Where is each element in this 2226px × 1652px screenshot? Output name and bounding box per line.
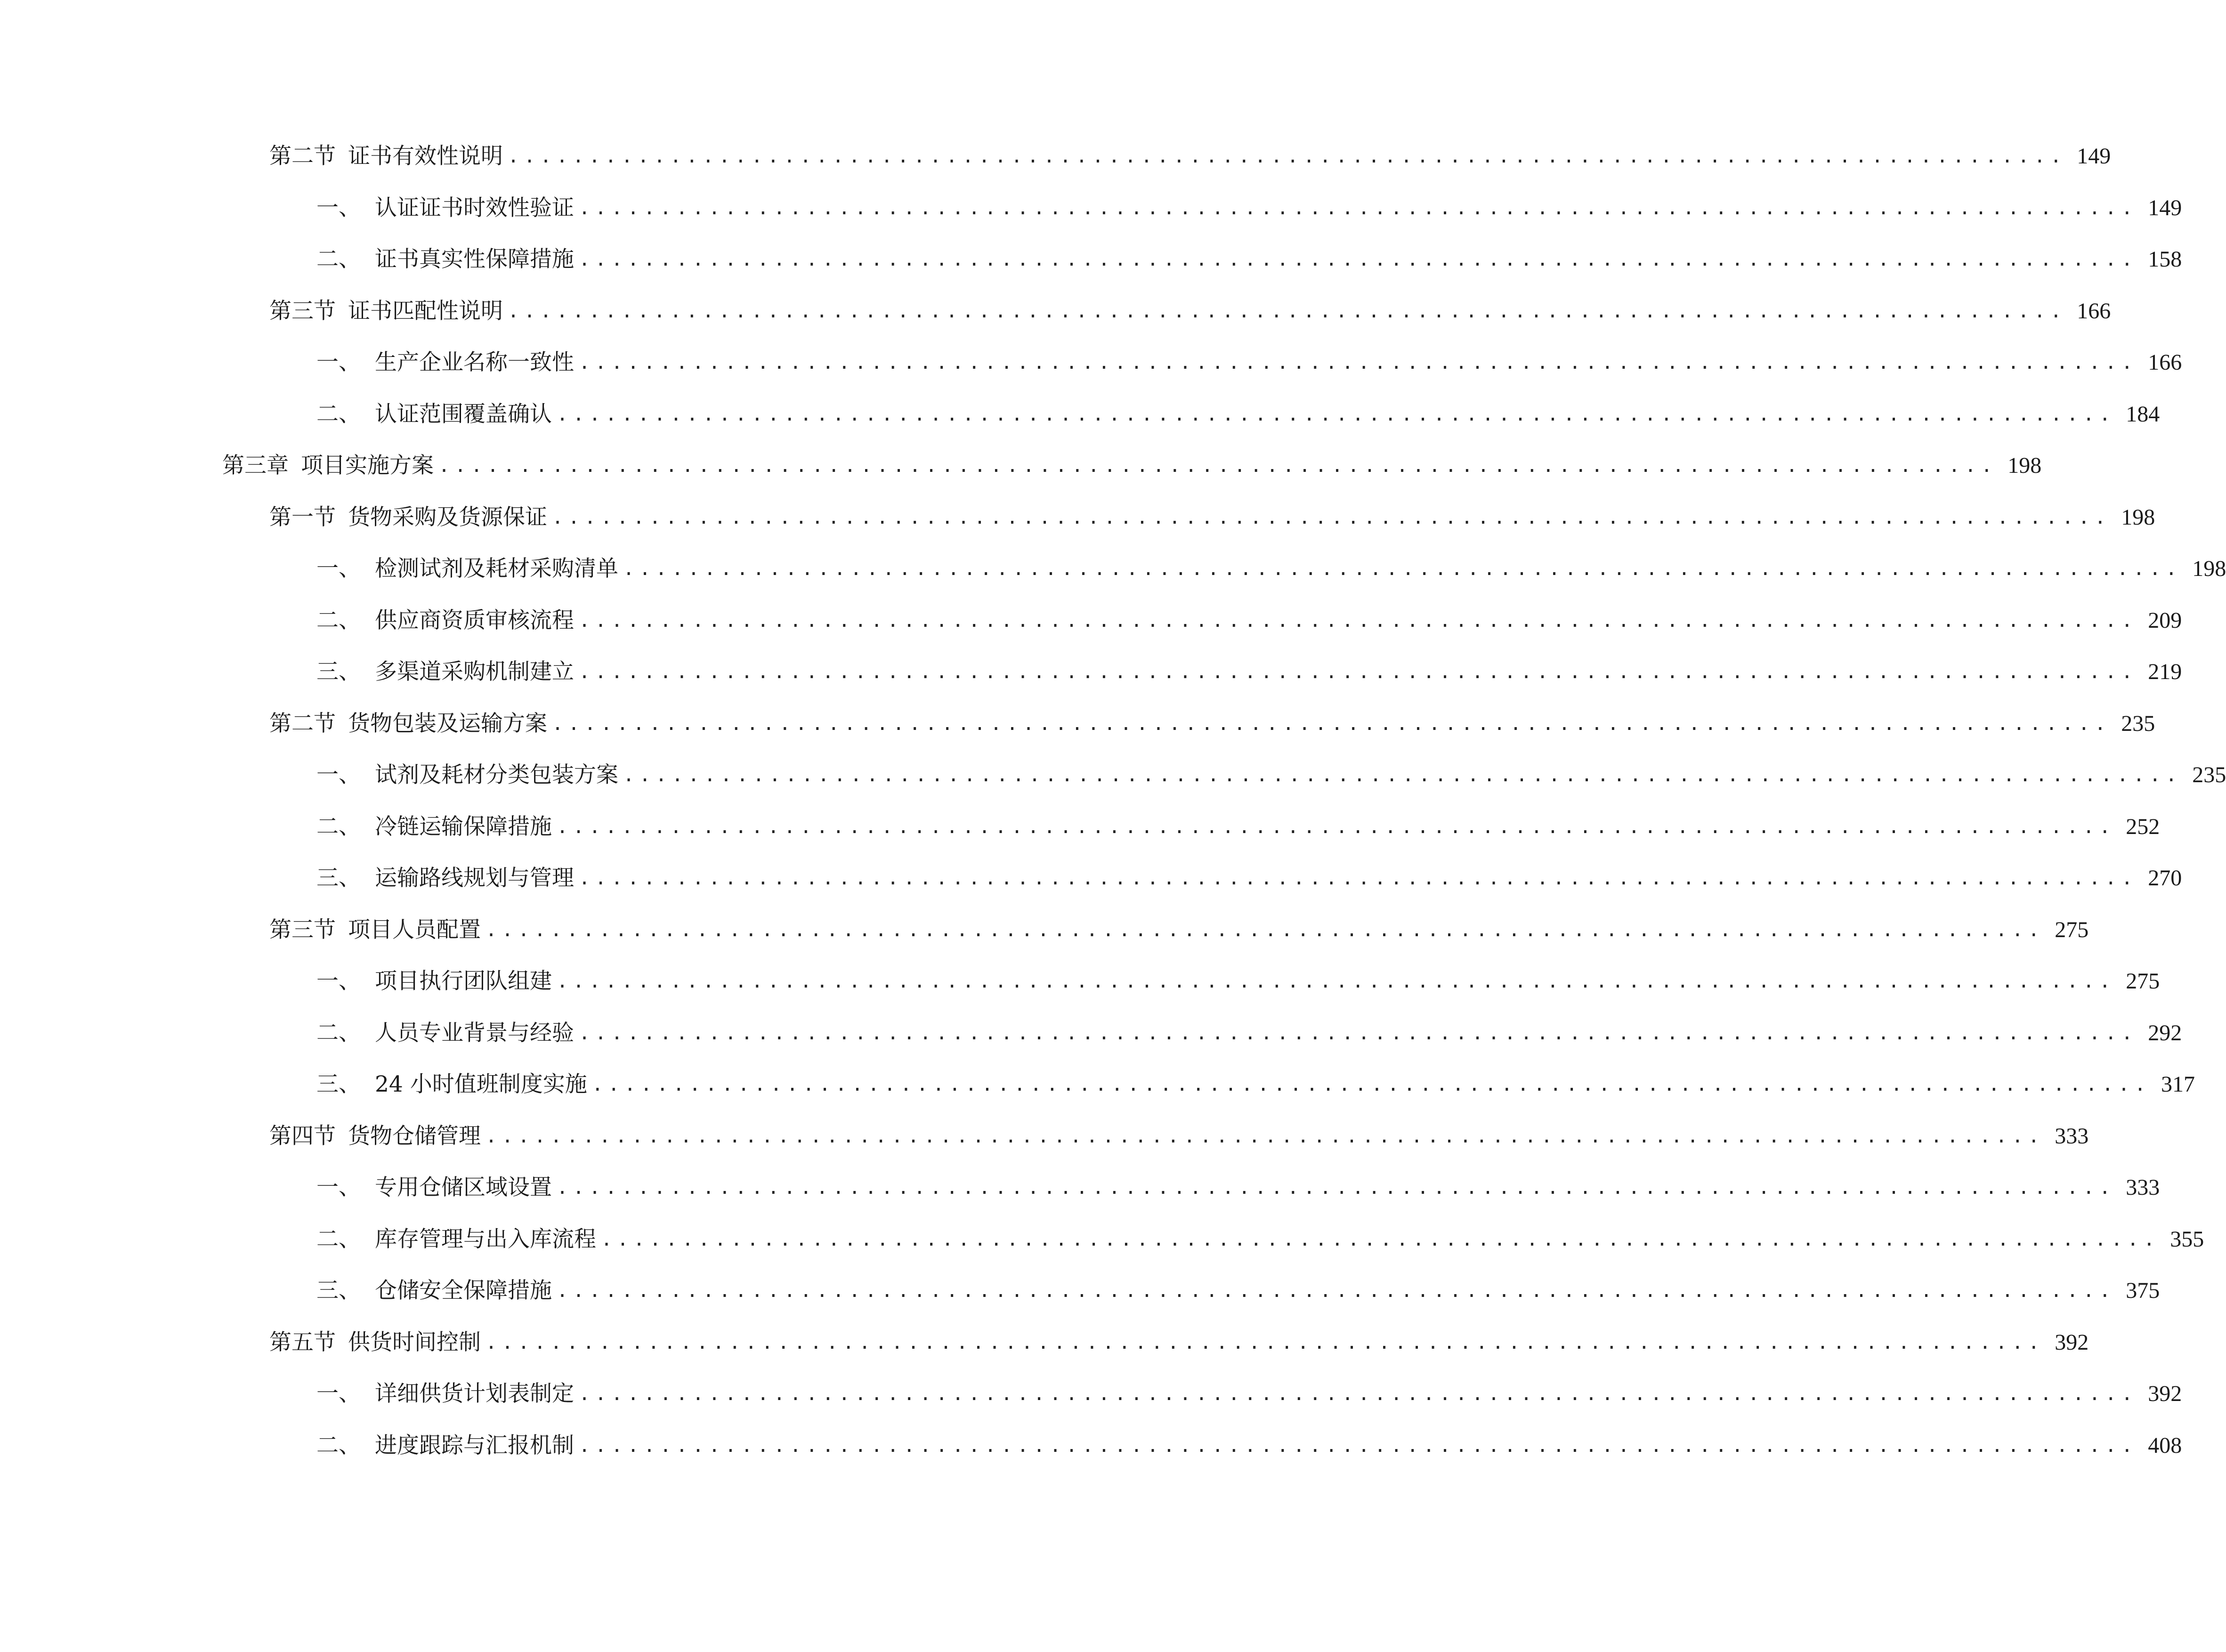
toc-entry-number: 一、 <box>316 556 361 582</box>
toc-entry-title: 专用仓储区域设置 <box>375 1174 552 1200</box>
toc-entry-title: 24 小时值班制度实施 <box>375 1071 587 1097</box>
toc-entry-title: 证书有效性说明 <box>348 143 503 169</box>
toc-entry-title: 认证范围覆盖确认 <box>375 401 552 427</box>
toc-entry-number: 第三节 <box>269 917 336 943</box>
toc-entry-title: 进度跟踪与汇报机制 <box>375 1433 574 1458</box>
toc-entry-item[interactable] <box>316 653 2182 691</box>
toc-entry-page-number: 209 <box>2148 608 2182 633</box>
toc-entry-title: 项目执行团队组建 <box>375 968 552 994</box>
toc-entry-title: 项目实施方案 <box>301 453 434 478</box>
dot-leader: ................................................................................................ <box>591 1074 2151 1095</box>
toc-entry-number: 二、 <box>316 246 361 272</box>
toc-entry-page-number: 252 <box>2126 814 2160 839</box>
toc-entry-section[interactable] <box>269 1324 2089 1361</box>
dot-leader: ................................................................................................ <box>623 558 2182 580</box>
toc-entry-number: 一、 <box>316 968 361 994</box>
toc-entry-number: 二、 <box>316 1433 361 1458</box>
dot-leader: ................................................................................................ <box>579 1435 2138 1457</box>
dot-leader: ................................................................................................ <box>579 1022 2138 1044</box>
toc-entry-number: 第三章 <box>222 453 289 478</box>
toc-entry-title: 库存管理与出入库流程 <box>375 1226 596 1252</box>
dot-leader: ................................................................................................ <box>552 507 2111 528</box>
dot-leader: ................................................................................................ <box>579 249 2138 270</box>
dot-leader: ................................................................................................ <box>579 661 2138 683</box>
toc-entry-page-number: 275 <box>2055 917 2089 942</box>
toc-entry-item[interactable] <box>316 1221 2204 1258</box>
dot-leader: ................................................................................................ <box>557 816 2116 838</box>
toc-entry-number: 第三节 <box>269 298 336 324</box>
toc-entry-item[interactable] <box>316 550 2226 588</box>
toc-entry-page-number: 198 <box>2121 505 2155 530</box>
toc-entry-title: 试剂及耗材分类包装方案 <box>375 762 618 788</box>
toc-entry-number: 二、 <box>316 607 361 633</box>
toc-entry-page-number: 270 <box>2148 866 2182 891</box>
toc-entry-section[interactable] <box>269 1118 2089 1155</box>
toc-entry-title: 仓储安全保障措施 <box>375 1278 552 1304</box>
toc-entry-item[interactable] <box>316 1427 2182 1465</box>
toc-entry-page-number: 219 <box>2148 659 2182 684</box>
toc-entry-number: 二、 <box>316 814 361 840</box>
toc-entry-item[interactable] <box>316 396 2160 433</box>
toc-entry-title: 货物仓储管理 <box>348 1123 481 1149</box>
toc-entry-page-number: 149 <box>2077 144 2111 169</box>
toc-entry-item[interactable] <box>316 963 2160 1000</box>
toc-entry-page-number: 184 <box>2126 402 2160 427</box>
toc-entry-title: 供货时间控制 <box>348 1329 481 1355</box>
toc-entry-number: 一、 <box>316 1174 361 1200</box>
toc-entry-page-number: 235 <box>2121 711 2155 736</box>
dot-leader: ................................................................................................ <box>508 146 2067 167</box>
toc-entry-title: 供应商资质审核流程 <box>375 607 574 633</box>
toc-entry-number: 第二节 <box>269 143 336 169</box>
toc-entry-number: 一、 <box>316 195 361 221</box>
toc-entry-item[interactable] <box>316 602 2182 640</box>
toc-entry-number: 第四节 <box>269 1123 336 1149</box>
dot-leader: ................................................................................................ <box>601 1229 2160 1250</box>
toc-entry-chapter[interactable] <box>222 447 2042 485</box>
toc-entry-item[interactable] <box>316 808 2160 846</box>
toc-entry-item[interactable] <box>316 1066 2195 1103</box>
dot-leader: ................................................................................................ <box>557 1280 2116 1302</box>
dot-leader: ................................................................................................ <box>557 1177 2116 1199</box>
toc-entry-page-number: 149 <box>2148 195 2182 220</box>
toc-entry-title: 证书真实性保障措施 <box>375 246 574 272</box>
toc-entry-page-number: 166 <box>2077 299 2111 324</box>
dot-leader: ................................................................................................ <box>579 867 2138 889</box>
toc-entry-section[interactable] <box>269 138 2111 175</box>
toc-entry-item[interactable] <box>316 1014 2182 1052</box>
dot-leader: ................................................................................................ <box>579 197 2138 219</box>
toc-entry-item[interactable] <box>316 1375 2182 1413</box>
toc-entry-section[interactable] <box>269 911 2089 949</box>
dot-leader: ................................................................................................ <box>508 300 2067 322</box>
toc-entry-title: 人员专业背景与经验 <box>375 1020 574 1046</box>
toc-entry-page-number: 158 <box>2148 247 2182 272</box>
toc-entry-number: 第二节 <box>269 711 336 737</box>
dot-leader: ................................................................................................ <box>486 1332 2045 1353</box>
toc-entry-page-number: 235 <box>2192 762 2226 787</box>
toc-entry-number: 二、 <box>316 1226 361 1252</box>
dot-leader: ................................................................................................ <box>579 352 2138 373</box>
dot-leader: ................................................................................................ <box>486 1126 2045 1147</box>
toc-entry-page-number: 198 <box>2192 556 2226 581</box>
toc-entry-number: 二、 <box>316 401 361 427</box>
dot-leader: ................................................................................................ <box>557 404 2116 425</box>
toc-entry-page-number: 198 <box>2007 453 2042 478</box>
toc-entry-number: 三、 <box>316 1278 361 1304</box>
toc-entry-number: 二、 <box>316 1020 361 1046</box>
toc-entry-title: 详细供货计划表制定 <box>375 1381 574 1407</box>
toc-entry-page-number: 375 <box>2126 1278 2160 1303</box>
toc-entry-item[interactable] <box>316 189 2182 227</box>
toc-entry-number: 三、 <box>316 1071 361 1097</box>
toc-entry-item[interactable] <box>316 756 2226 794</box>
dot-leader: ................................................................................................ <box>438 455 1998 477</box>
toc-entry-page-number: 275 <box>2126 969 2160 994</box>
toc-entry-title: 货物采购及货源保证 <box>348 504 547 530</box>
toc-entry-page-number: 355 <box>2170 1227 2204 1252</box>
toc-entry-page-number: 408 <box>2148 1433 2182 1458</box>
toc-entry-section[interactable] <box>269 499 2155 536</box>
toc-entry-page-number: 392 <box>2055 1330 2089 1355</box>
toc-entry-item[interactable] <box>316 1169 2160 1207</box>
toc-entry-page-number: 292 <box>2148 1020 2182 1045</box>
dot-leader: ................................................................................................ <box>557 971 2116 992</box>
toc-entry-item[interactable] <box>316 859 2182 897</box>
toc-entry-page-number: 333 <box>2055 1124 2089 1149</box>
toc-entry-number: 第一节 <box>269 504 336 530</box>
toc-entry-section[interactable] <box>269 292 2111 330</box>
toc-entry-page-number: 392 <box>2148 1381 2182 1406</box>
toc-entry-title: 检测试剂及耗材采购清单 <box>375 556 618 582</box>
toc-entry-title: 认证证书时效性验证 <box>375 195 574 221</box>
toc-entry-item[interactable] <box>316 241 2182 278</box>
dot-leader: ................................................................................................ <box>552 713 2111 735</box>
toc-entry-item[interactable] <box>316 344 2182 381</box>
toc-entry-title: 证书匹配性说明 <box>348 298 503 324</box>
toc-entry-title: 冷链运输保障措施 <box>375 814 552 840</box>
toc-entry-page-number: 333 <box>2126 1175 2160 1200</box>
toc-entry-page-number: 317 <box>2161 1072 2195 1097</box>
toc-entry-number: 一、 <box>316 349 361 375</box>
dot-leader: ................................................................................................ <box>623 764 2182 786</box>
toc-entry-title: 项目人员配置 <box>348 917 481 943</box>
toc-entry-page-number: 166 <box>2148 350 2182 375</box>
toc-entry-number: 一、 <box>316 762 361 788</box>
dot-leader: ................................................................................................ <box>579 1383 2138 1405</box>
toc-entry-number: 三、 <box>316 865 361 891</box>
dot-leader: ................................................................................................ <box>579 610 2138 632</box>
toc-entry-number: 一、 <box>316 1381 361 1407</box>
toc-entry-number: 第五节 <box>269 1329 336 1355</box>
toc-entry-section[interactable] <box>269 705 2155 743</box>
toc-entry-item[interactable] <box>316 1272 2160 1310</box>
toc-entry-title: 多渠道采购机制建立 <box>375 659 574 685</box>
toc-entry-number: 三、 <box>316 659 361 685</box>
dot-leader: ................................................................................................ <box>486 919 2045 941</box>
toc-entry-title: 生产企业名称一致性 <box>375 349 574 375</box>
toc-entry-title: 运输路线规划与管理 <box>375 865 574 891</box>
toc-entry-title: 货物包装及运输方案 <box>348 711 547 737</box>
